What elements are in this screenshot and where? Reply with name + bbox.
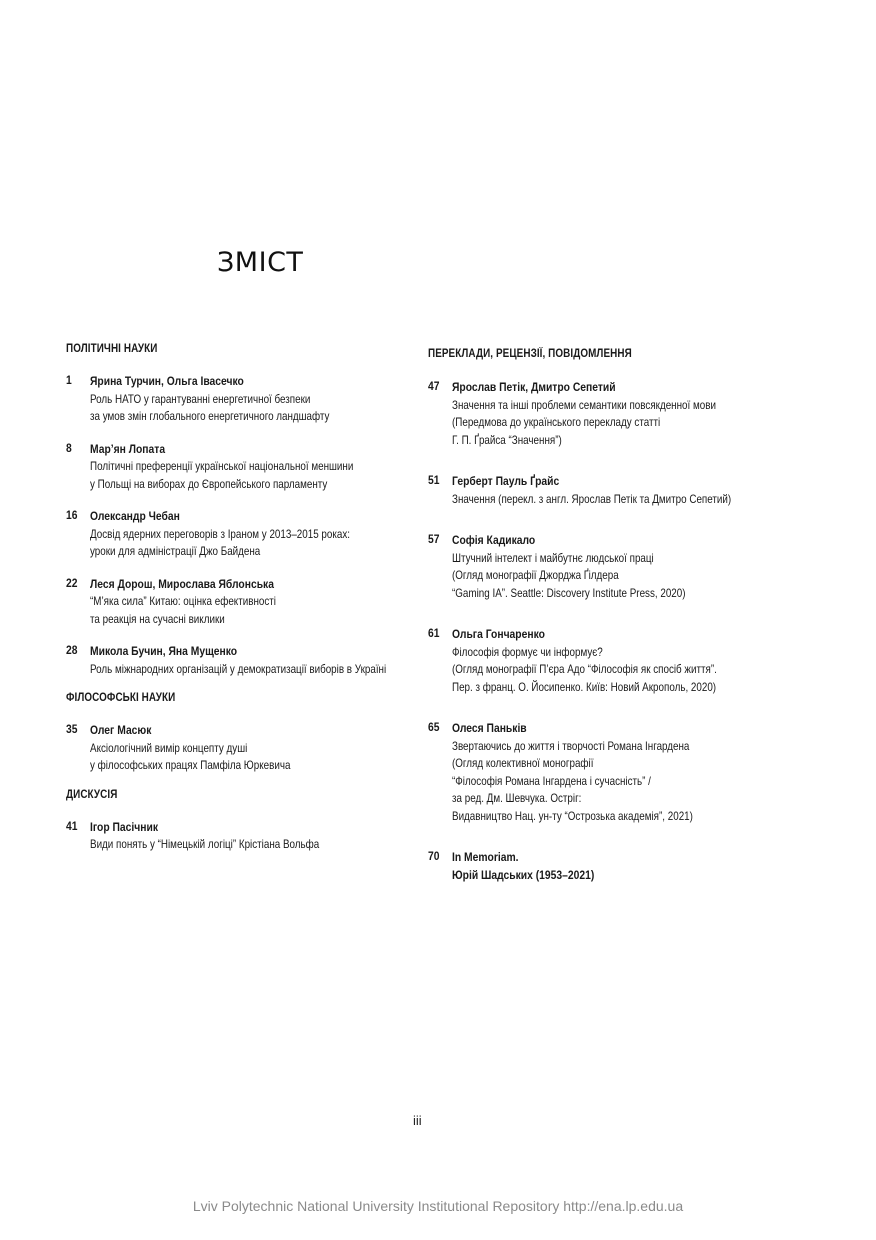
toc-entry[interactable]	[66, 373, 416, 426]
entry-title-line: Політичні преференції української національної меншини	[90, 459, 354, 473]
entry-title-line: Пер. з франц. О. Йосипенко. Київ: Новий Акрополь, 2020)	[452, 679, 717, 694]
entry-author: Ярина Турчин, Ольга Івасечко	[90, 374, 244, 388]
toc-entry[interactable]	[428, 473, 758, 508]
entry-author: Олександр Чебан	[90, 509, 180, 523]
toc-entry[interactable]	[66, 441, 416, 494]
entry-title-line: Штучний інтелект і майбутнє людської праці	[452, 550, 654, 565]
entry-author: Микола Бучин, Яна Мущенко	[90, 644, 238, 658]
toc-left-column	[66, 343, 416, 854]
entry-title-line: Видавництво Нац. ун-ту “Острозька академія”, 2021)	[452, 808, 693, 823]
entry-title-line: уроки для адміністрації Джо Байдена	[90, 544, 261, 558]
entry-title-line: (Огляд монографії П’єра Адо “Філософія як спосіб життя”.	[452, 662, 717, 676]
toc-entry[interactable]	[66, 722, 416, 775]
entry-page-number: 65	[428, 720, 440, 734]
section-heading: ДИСКУСІЯ	[66, 788, 118, 801]
entry-title-line: “М’яка сила” Китаю: оцінка ефективності	[90, 594, 276, 608]
toc-entry[interactable]	[428, 532, 758, 602]
page-number: iii	[413, 1113, 422, 1128]
toc-entry[interactable]	[428, 379, 758, 449]
entry-page-number: 28	[66, 643, 78, 657]
entry-author: Олеся Паньків	[452, 721, 527, 735]
entry-title-line: Аксіологічний вимір концепту душі	[90, 740, 248, 755]
entry-author: Олег Масюк	[90, 723, 152, 737]
entry-page-number: 70	[428, 849, 440, 863]
entry-author: In Memoriam.	[452, 850, 519, 864]
entry-title-line: Роль міжнародних організацій у демократизації виборів в Україні	[90, 661, 387, 676]
entry-page-number: 8	[66, 440, 72, 455]
entry-page-number: 57	[428, 532, 440, 546]
entry-page-number: 47	[428, 379, 440, 393]
toc-right-column	[428, 348, 758, 884]
entry-page-number: 16	[66, 508, 78, 522]
entry-page-number: 41	[66, 818, 78, 833]
section-heading: ПЕРЕКЛАДИ, РЕЦЕНЗІЇ, ПОВІДОМЛЕННЯ	[428, 348, 632, 360]
entry-page-number: 51	[428, 473, 440, 487]
entry-title-line: Звертаючись до життя і творчості Романа Інгардена	[452, 738, 690, 753]
entry-title-line: за умов змін глобального енергетичного ландшафту	[90, 409, 330, 423]
entry-title-line: у філософських працях Памфіла Юркевича	[90, 758, 291, 772]
entry-title-line: Досвід ядерних переговорів з Іраном у 2013–2015 роках:	[90, 526, 351, 541]
section-heading: ПОЛІТИЧНІ НАУКИ	[66, 343, 158, 355]
entry-page-number: 35	[66, 722, 78, 736]
entry-author: Ярослав Петік, Дмитро Сепетий	[452, 380, 616, 394]
entry-title-line: (Передмова до українського перекладу статті	[452, 415, 661, 429]
entry-author: Ольга Гончаренко	[452, 627, 545, 641]
entry-page-number: 61	[428, 626, 440, 640]
entry-author: Леся Дорош, Мирослава Яблонська	[90, 576, 274, 591]
entry-title-line: Види понять у “Німецькій логіці” Крістіана Вольфа	[90, 837, 320, 851]
entry-title-line: (Огляд колективної монографії	[452, 756, 594, 770]
toc-entry[interactable]	[428, 849, 758, 884]
entry-author: Ігор Пасічник	[90, 819, 159, 834]
toc-entry[interactable]	[66, 508, 416, 561]
entry-title-line: Г. П. Ґрайса “Значення”)	[452, 432, 562, 447]
entry-title-line: за ред. Дм. Шевчука. Остріг:	[452, 791, 582, 805]
entry-title-line: (Огляд монографії Джорджа Ґілдера	[452, 568, 619, 582]
toc-entry[interactable]	[66, 819, 416, 854]
repository-footer: Lviv Polytechnic National University Institutional Repository http://ena.lp.edu.ua	[192, 1198, 684, 1214]
entry-author: Герберт Пауль Ґрайс	[452, 474, 560, 488]
entry-title-line: “Gaming IA”. Seattle: Discovery Institute Press, 2020)	[452, 585, 686, 600]
entry-page-number: 1	[66, 373, 72, 387]
entry-author: Мар’ян Лопата	[90, 441, 166, 456]
toc-entry[interactable]	[428, 626, 758, 696]
entry-title-line: Філософія формує чи інформує?	[452, 644, 603, 659]
entry-title-line: Значення та інші проблеми семантики повсякденної мови	[452, 397, 716, 412]
page-title: ЗМІСТ	[217, 247, 304, 278]
entry-title-line: Юрій Шадських (1953–2021)	[452, 867, 595, 882]
toc-entry[interactable]	[66, 643, 416, 678]
entry-page-number: 22	[66, 575, 78, 590]
entry-title-line: у Польщі на виборах до Європейського парламенту	[90, 476, 328, 491]
entry-title-line: Значення (перекл. з англ. Ярослав Петік та Дмитро Сепетий)	[452, 491, 732, 506]
toc-entry[interactable]	[428, 720, 758, 825]
entry-title-line: та реакція на сучасні виклики	[90, 611, 225, 626]
entry-title-line: “Філософія Романа Інгардена і сучасність” /	[452, 773, 651, 788]
section-heading: ФІЛОСОФСЬКІ НАУКИ	[66, 692, 176, 704]
toc-entry[interactable]	[66, 576, 416, 629]
entry-author: Софія Кадикало	[452, 533, 536, 547]
entry-title-line: Роль НАТО у гарантуванні енергетичної безпеки	[90, 391, 311, 406]
